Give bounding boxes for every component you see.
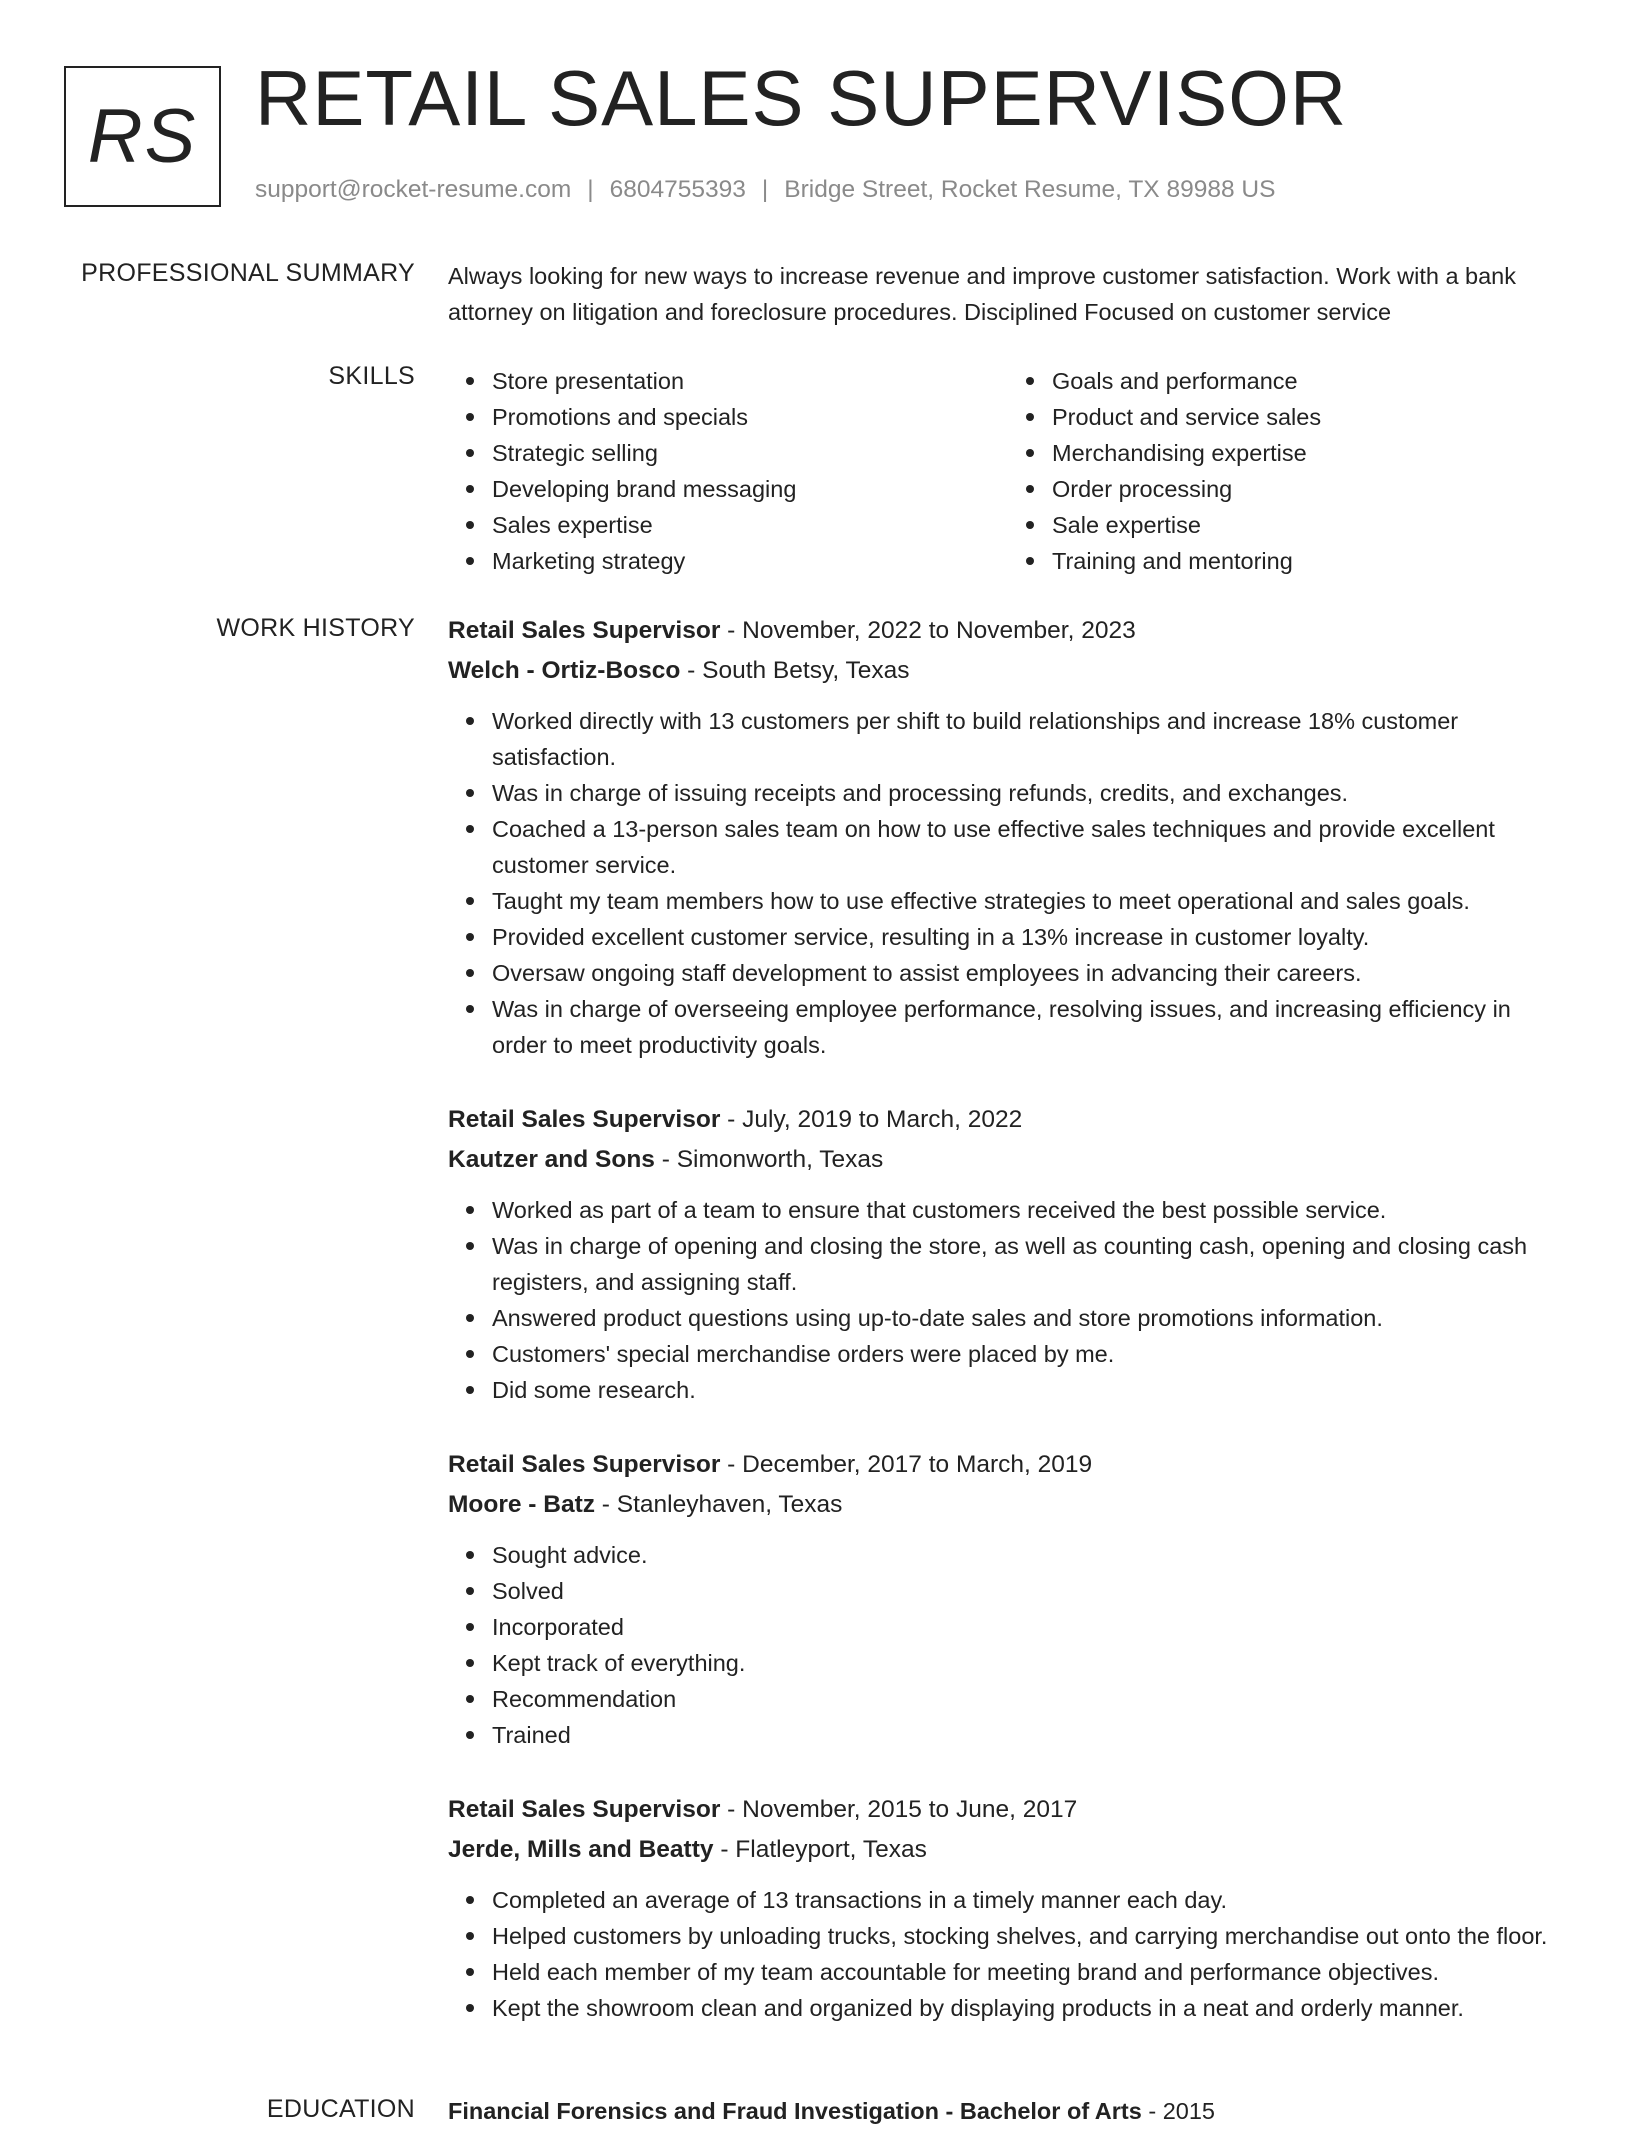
company-location: - Stanleyhaven, Texas <box>595 1491 843 1518</box>
job-dates: - November, 2015 to June, 2017 <box>720 1796 1078 1823</box>
job-bullet: Did some research. <box>492 1372 1568 1408</box>
job-title-line <box>448 1100 1568 1140</box>
job-title-line <box>448 611 1568 651</box>
job-title-line <box>448 1790 1568 1830</box>
job-bullet: Answered product questions using up-to-date sales and store promotions information. <box>492 1300 1568 1336</box>
job-bullets <box>448 703 1568 1063</box>
job-title: Retail Sales Supervisor <box>448 1796 721 1823</box>
job-bullet: Worked directly with 13 customers per shift to build relationships and increase 18% customer satisfaction. <box>492 703 1568 775</box>
skill-item: Marketing strategy <box>492 543 1008 579</box>
company-name: Jerde, Mills and Beatty <box>448 1836 714 1863</box>
skill-item: Strategic selling <box>492 435 1008 471</box>
work-history-list <box>448 611 1568 2063</box>
job-entry <box>448 1445 1568 1753</box>
skills-list <box>448 363 1568 579</box>
phone-number[interactable]: 6804755393 <box>609 176 746 203</box>
job-dates: - December, 2017 to March, 2019 <box>720 1451 1093 1478</box>
job-bullet: Helped customers by unloading trucks, stocking shelves, and carrying merchandise out onto the floor. <box>492 1918 1568 1954</box>
job-company-line <box>448 651 1568 691</box>
skills-column-right <box>1008 363 1568 579</box>
summary-text: Always looking for new ways to increase revenue and improve customer satisfaction. Work with a bank attorney on litigation and foreclosure procedures. Disciplined Focused on customer service <box>448 263 1516 325</box>
job-bullets <box>448 1882 1568 2026</box>
job-bullet: Recommendation <box>492 1681 1568 1717</box>
section-label-work-history: WORK HISTORY <box>216 614 415 642</box>
job-bullet: Was in charge of opening and closing the store, as well as counting cash, opening and closing cash registers, and assigning staff. <box>492 1228 1568 1300</box>
job-title: Retail Sales Supervisor <box>448 1106 721 1133</box>
job-title: Retail Sales Supervisor <box>448 1451 721 1478</box>
section-label-education: EDUCATION <box>266 2095 415 2123</box>
job-title-line <box>448 1445 1568 1485</box>
job-bullet: Customers' special merchandise orders were placed by me. <box>492 1336 1568 1372</box>
skill-item: Order processing <box>1052 471 1568 507</box>
company-location: - Flatleyport, Texas <box>713 1836 927 1863</box>
job-company-line <box>448 1485 1568 1525</box>
contact-separator: | <box>761 176 769 203</box>
job-bullet: Trained <box>492 1717 1568 1753</box>
company-location: - South Betsy, Texas <box>680 657 910 684</box>
company-location: - Simonworth, Texas <box>654 1146 884 1173</box>
skill-item: Sales expertise <box>492 507 1008 543</box>
job-bullet: Kept track of everything. <box>492 1645 1568 1681</box>
skill-item: Goals and performance <box>1052 363 1568 399</box>
job-bullet: Completed an average of 13 transactions in a timely manner each day. <box>492 1882 1568 1918</box>
job-bullets <box>448 1537 1568 1753</box>
job-bullet: Provided excellent customer service, resulting in a 13% increase in customer loyalty. <box>492 919 1568 955</box>
skill-item: Promotions and specials <box>492 399 1008 435</box>
job-bullet: Incorporated <box>492 1609 1568 1645</box>
job-bullet: Was in charge of issuing receipts and processing refunds, credits, and exchanges. <box>492 775 1568 811</box>
monogram-logo: RS <box>64 66 221 207</box>
job-bullets <box>448 1192 1568 1408</box>
address: Bridge Street, Rocket Resume, TX 89988 US <box>784 176 1276 203</box>
skills-column-left <box>448 363 1008 579</box>
skill-item: Product and service sales <box>1052 399 1568 435</box>
section-label-summary: PROFESSIONAL SUMMARY <box>81 259 415 287</box>
section-label-skills: SKILLS <box>328 362 415 390</box>
job-dates: - July, 2019 to March, 2022 <box>720 1106 1023 1133</box>
job-bullet: Was in charge of overseeing employee performance, resolving issues, and increasing efficiency in order to meet productivity goals. <box>492 991 1568 1063</box>
skill-item: Store presentation <box>492 363 1008 399</box>
contact-separator: | <box>587 176 594 203</box>
resume-title: RETAIL SALES SUPERVISOR <box>255 54 1348 142</box>
skill-item: Training and mentoring <box>1052 543 1568 579</box>
job-bullet: Solved <box>492 1573 1568 1609</box>
job-bullet: Coached a 13-person sales team on how to use effective sales techniques and provide excellent customer service. <box>492 811 1568 883</box>
company-name: Kautzer and Sons <box>448 1146 655 1173</box>
education-year: - 2015 <box>1141 2098 1215 2124</box>
job-bullet: Oversaw ongoing staff development to assist employees in advancing their careers. <box>492 955 1568 991</box>
email-address[interactable]: support@rocket-resume.com <box>255 176 572 203</box>
job-title: Retail Sales Supervisor <box>448 617 721 644</box>
contact-line <box>255 176 1275 204</box>
job-bullet: Kept the showroom clean and organized by displaying products in a neat and orderly manner. <box>492 1990 1568 2026</box>
skill-item: Developing brand messaging <box>492 471 1008 507</box>
job-bullet: Taught my team members how to use effective strategies to meet operational and sales goals. <box>492 883 1568 919</box>
job-bullet: Worked as part of a team to ensure that customers received the best possible service. <box>492 1192 1568 1228</box>
skill-item: Sale expertise <box>1052 507 1568 543</box>
company-name: Moore - Batz <box>448 1491 595 1518</box>
job-company-line <box>448 1830 1568 1870</box>
job-entry <box>448 611 1568 1063</box>
company-name: Welch - Ortiz-Bosco <box>448 657 681 684</box>
job-entry <box>448 1790 1568 2026</box>
degree: Financial Forensics and Fraud Investigation - Bachelor of Arts <box>448 2098 1142 2124</box>
job-bullet: Held each member of my team accountable for meeting brand and performance objectives. <box>492 1954 1568 1990</box>
skill-item: Merchandising expertise <box>1052 435 1568 471</box>
job-entry <box>448 1100 1568 1408</box>
education-entry <box>448 2093 1568 2129</box>
job-company-line <box>448 1140 1568 1180</box>
job-bullet: Sought advice. <box>492 1537 1568 1573</box>
job-dates: - November, 2022 to November, 2023 <box>720 617 1136 644</box>
